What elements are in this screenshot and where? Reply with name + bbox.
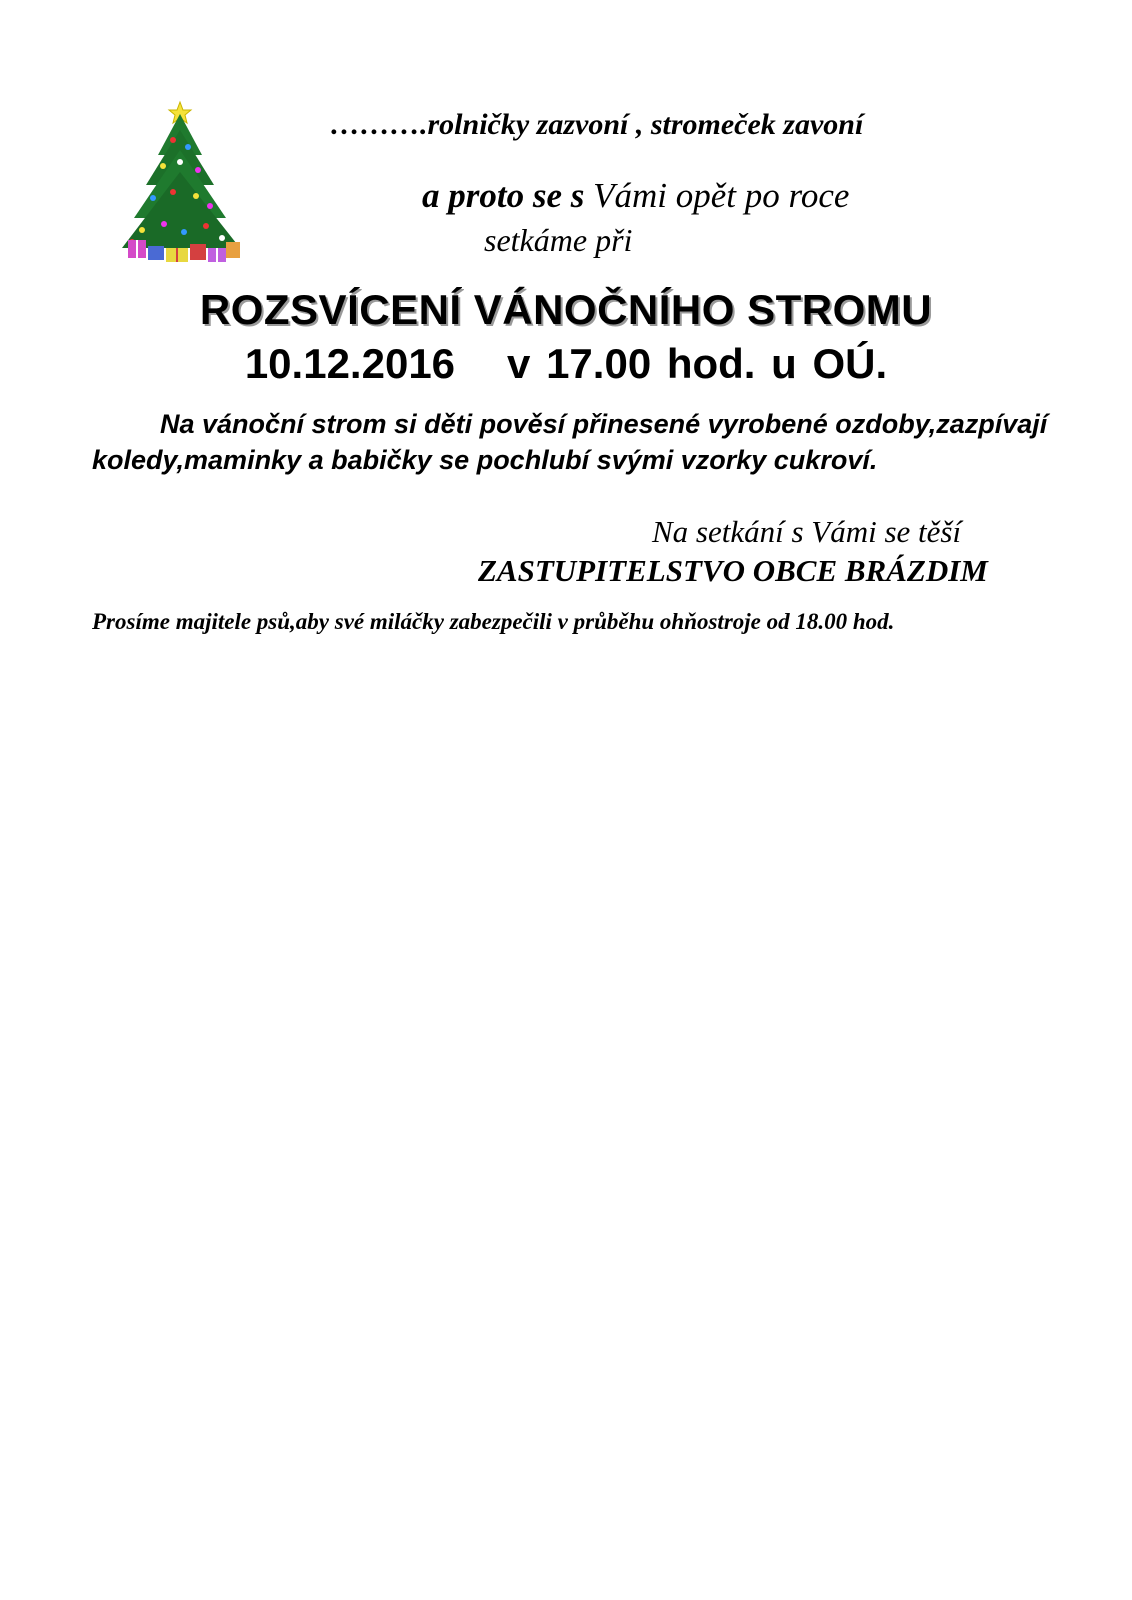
event-time-place: v 17.00 hod. u OÚ. [507,340,888,387]
invitation-line-rest: Vámi opět po roce [584,176,850,215]
invitation-line [422,176,849,216]
pet-owner-note: Prosíme majitele psů,aby své miláčky zabezpečili v průběhu ohňostroje od 18.00 hod. [92,609,895,634]
organizer-name: ZASTUPITELSTVO OBCE BRÁZDIM [478,553,988,588]
closing-greeting: Na setkání s Vámi se těší [652,514,962,549]
event-date: 10.12.2016 [244,340,456,387]
event-description: Na vánoční strom si děti pověsí přinesené vyrobené ozdoby,zazpívají koledy,maminky a babičky se pochlubí svými vzorky cukroví. [92,409,1048,475]
invitation-line-bold: a proto se s [422,176,585,215]
event-headline: ROZSVÍCENÍ VÁNOČNÍHO STROMU [199,286,933,333]
invitation-line-2: setkáme při [484,222,633,258]
christmas-tree-icon [118,100,248,270]
event-date-line [0,340,1132,388]
intro-line: ……….rolničky zazvoní , stromeček zavoní [330,108,864,141]
